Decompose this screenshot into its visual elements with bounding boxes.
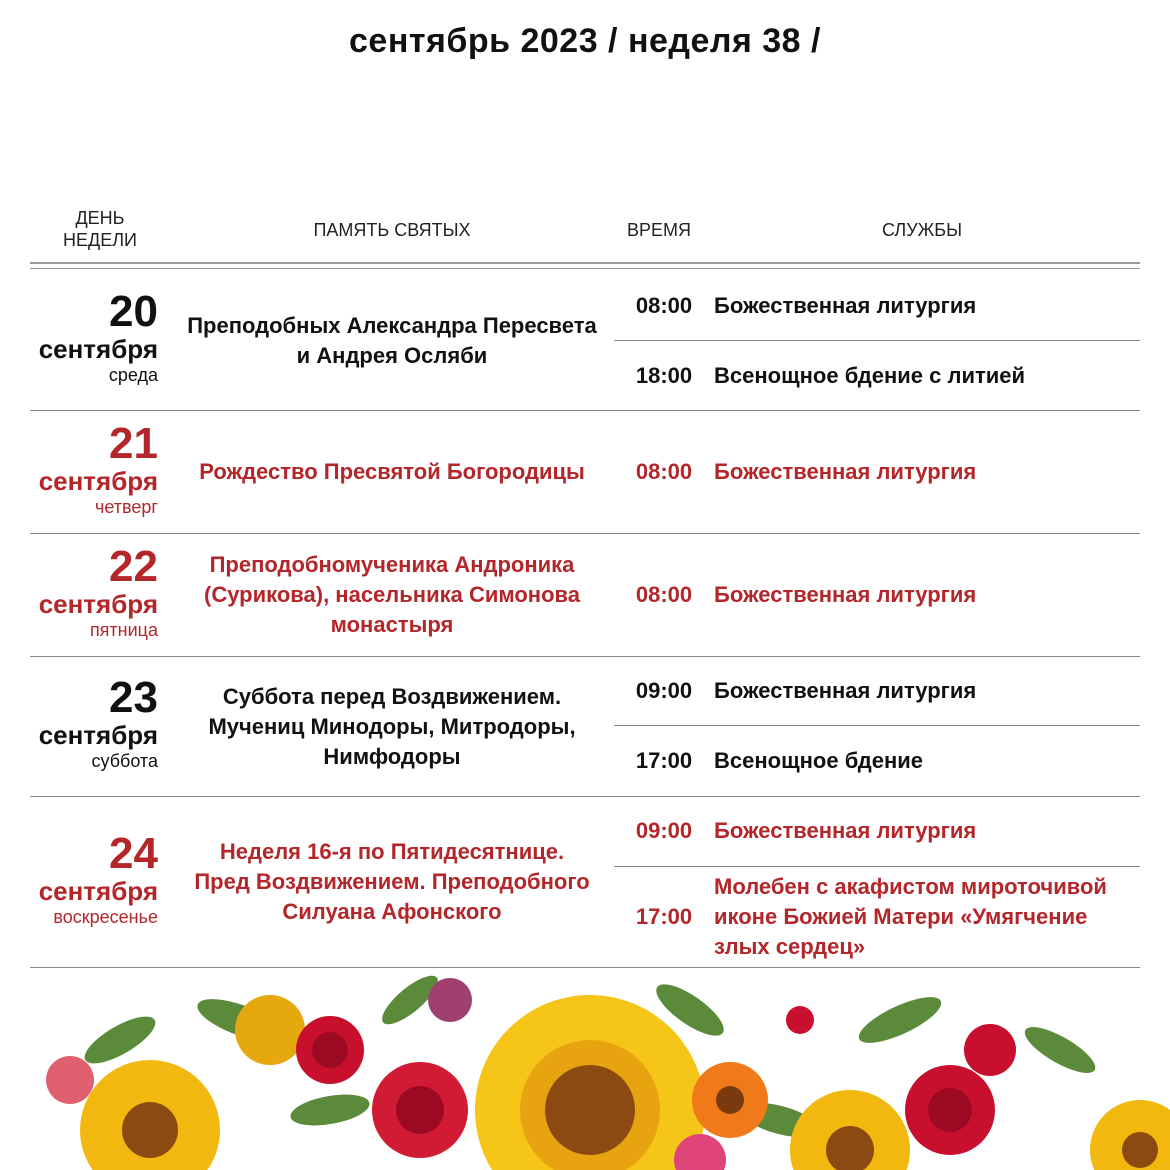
date-month: сентября [38,720,158,750]
date-month: сентября [38,876,158,906]
service-name: Божественная литургия [714,293,977,318]
service-divider [614,340,1140,341]
header-divider-top [30,262,1140,264]
service-divider [614,866,1140,867]
header-day [55,207,145,251]
header-services: СЛУЖБЫ [881,220,962,240]
header-time: ВРЕМЯ [626,220,691,240]
service-time: 08:00 [635,459,693,484]
date-cell [20,287,158,386]
date-cell [20,419,158,518]
date-number: 20 [109,287,158,336]
saint-memory: Преподобномученика Андроника (Сурикова), насельника Симонова монастыря [204,552,580,637]
service-name: Божественная литургия [714,678,977,703]
page-title: сентябрь 2023 / неделя 38 / [349,22,821,60]
service-time: 17:00 [635,904,693,929]
service-time: 18:00 [635,363,693,388]
service-row [614,411,1140,533]
service-row [614,272,1140,340]
saint-memory: Рождество Пресвятой Богородицы [199,459,585,484]
date-weekday: четверг [95,497,158,517]
service-row [614,534,1140,656]
service-divider [614,725,1140,726]
date-number: 21 [109,419,158,468]
service-name: Всенощное бдение с литией [714,363,1026,388]
date-cell [20,542,158,641]
service-time: 17:00 [635,748,693,773]
date-cell [20,829,158,928]
date-weekday: воскресенье [53,907,158,927]
date-month: сентября [38,466,158,496]
service-name: Божественная литургия [714,818,977,843]
date-month: сентября [38,589,158,619]
date-number: 24 [109,829,158,878]
service-time: 09:00 [635,818,693,843]
service-row [614,868,1140,966]
header-saints: ПАМЯТЬ СВЯТЫХ [313,220,471,240]
saint-memory: Преподобных Александра Пересвета и Андрея Осляби [187,313,597,368]
date-weekday: суббота [91,751,158,771]
service-name: Божественная литургия [714,459,977,484]
service-name: Божественная литургия [714,582,977,607]
saint-memory: Суббота перед Воздвижением. Мучениц Минодоры, Митродоры, Нимфодоры [208,684,576,769]
service-name: Всенощное бдение [714,748,924,773]
service-name: Молебен с акафистом мироточивой иконе Божией Матери «Умягчение злых сердец» [714,874,1107,959]
date-number: 23 [109,673,158,722]
date-cell [20,673,158,772]
date-month: сентября [38,334,158,364]
service-row [614,727,1140,795]
date-weekday: среда [108,365,158,385]
service-row [614,342,1140,410]
service-time: 08:00 [635,293,693,318]
flower-garland-image [0,960,1170,1170]
date-number: 22 [109,542,158,591]
date-weekday: пятница [89,620,158,640]
saint-memory: Неделя 16-я по Пятидесятнице. Пред Воздвижением. Преподобного Силуана Афонского [194,839,590,924]
header-divider-bottom [30,268,1140,269]
service-time: 09:00 [635,678,693,703]
header-day-label: ДЕНЬ НЕДЕЛИ [63,208,137,250]
service-time: 08:00 [635,582,693,607]
service-row [614,657,1140,725]
service-row [614,797,1140,865]
